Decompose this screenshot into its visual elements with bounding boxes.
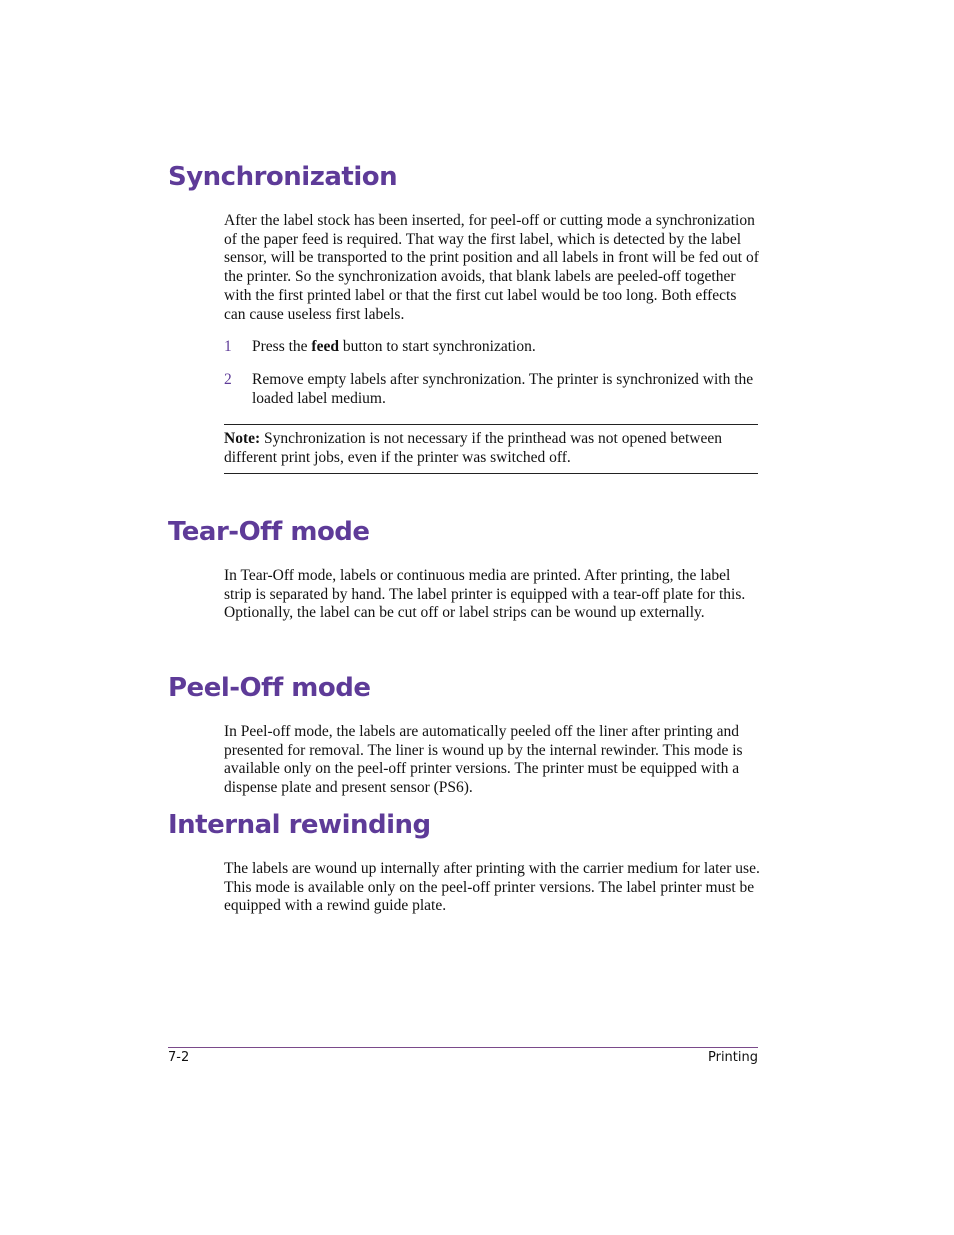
peel-off-body: In Peel-off mode, the labels are automatically peeled off the liner after printing and presented for removal. The liner is wound up by the internal rewinder. This mode is available only on the peel-off printer versions. The printer must be equipped with a dispense plate and present sensor (PS6). (224, 723, 743, 797)
heading-peel-off-mode: Peel-Off mode (168, 673, 371, 703)
page-number: 7-2 (168, 1050, 190, 1065)
chapter-name: Printing (707, 1050, 758, 1065)
heading-synchronization: Synchronization (168, 162, 398, 192)
footer-rule (168, 1047, 758, 1048)
feed-keyword: feed (311, 338, 339, 355)
heading-internal-rewinding: Internal rewinding (168, 810, 431, 840)
synchronization-body: After the label stock has been inserted, for peel-off or cutting mode a synchronization of the paper feed is required. That way the first label, which is detected by the label sensor, will be transported to the print position and all labels in front will be fed out of the printer. So the synchronization avoids, that blank labels are peeled-off together with the first printed label or that the first cut label would be too long. Both effects can cause useless first labels. (224, 212, 759, 323)
step-number: 2 (224, 371, 232, 388)
tear-off-body: In Tear-Off mode, labels or continuous media are printed. After printing, the label strip is separated by hand. The label printer is equipped with a tear-off plate for this. Optionally, the label can be cut off or label strips can be wound up externally. (224, 567, 746, 622)
internal-rewinding-body: The labels are wound up internally after printing with the carrier medium for later use. This mode is available only on the peel-off printer versions. The label printer must be equipped with a rewind guide plate. (224, 860, 760, 915)
note-label: Note: (224, 430, 261, 447)
step-number: 1 (224, 338, 232, 355)
note-box (224, 424, 758, 474)
step-text: Press the feed button to start synchronization. (252, 338, 536, 355)
note-text: Note: Synchronization is not necessary if the printhead was not opened between different print jobs, even if the printer was switched off. (224, 430, 723, 466)
heading-tear-off-mode: Tear-Off mode (168, 517, 370, 547)
step-text: Remove empty labels after synchronization. The printer is synchronized with the loaded label medium. (252, 371, 754, 407)
